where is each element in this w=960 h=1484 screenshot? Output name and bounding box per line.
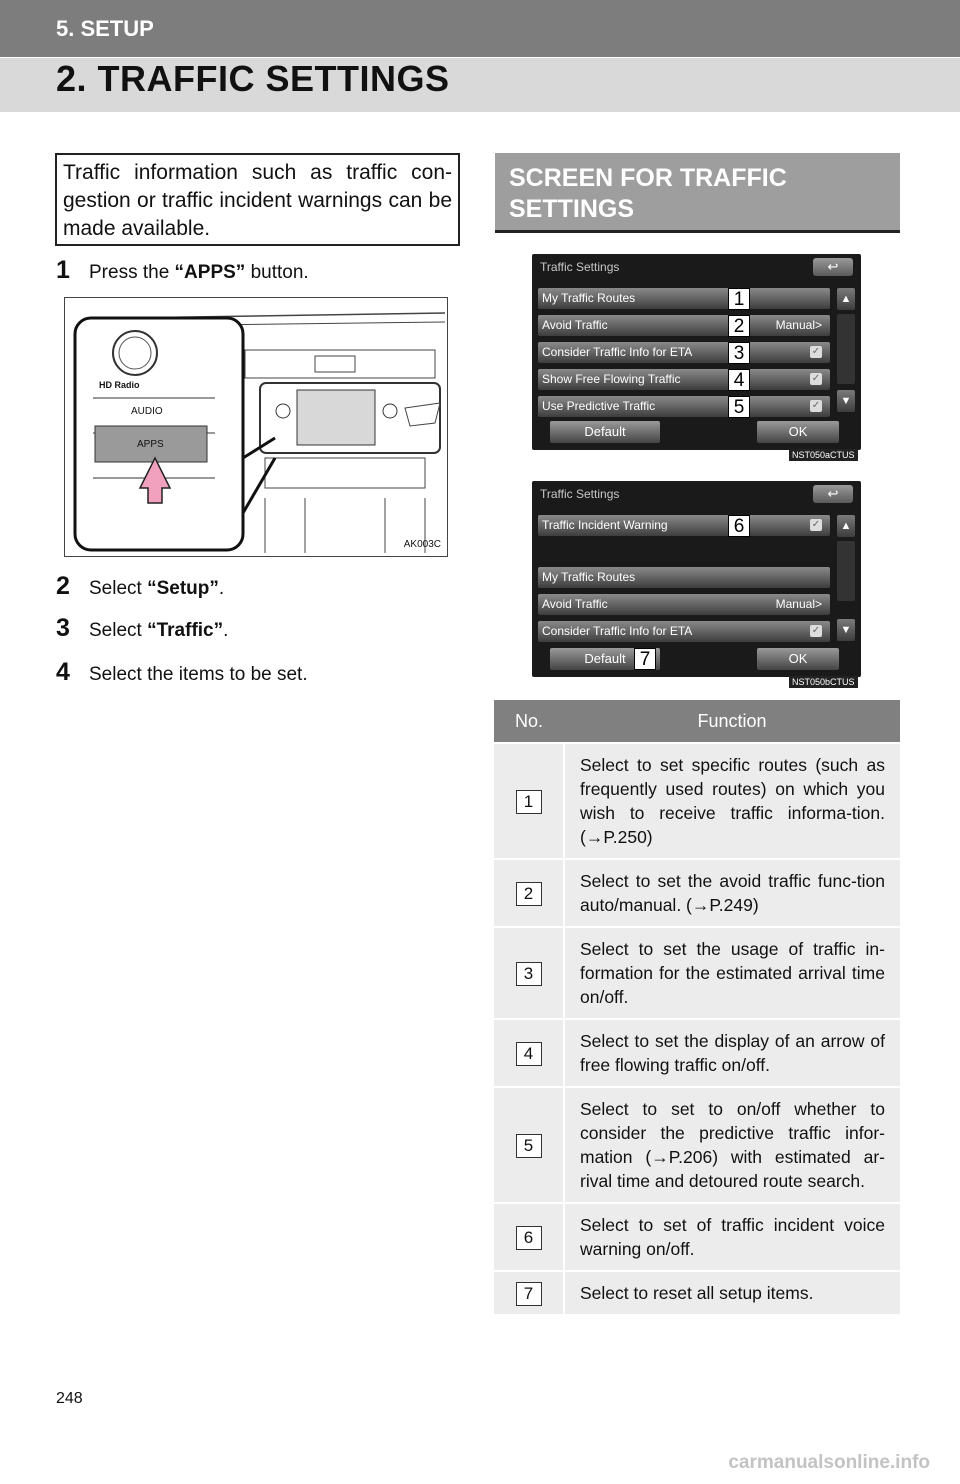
number-box: 6 <box>516 1226 542 1250</box>
back-button[interactable]: ↩ <box>813 485 853 503</box>
table-row <box>494 1203 900 1271</box>
step-number: 2 <box>56 572 70 600</box>
checkbox-icon[interactable]: ✓ <box>811 519 821 530</box>
dashboard-drawing <box>65 298 448 557</box>
row-description: Select to set of traffic incident voice warning on/off. <box>564 1203 900 1271</box>
page-number: 248 <box>56 1390 83 1407</box>
row-label: Avoid Traffic <box>542 318 608 332</box>
show-free-flowing-row[interactable] <box>538 369 830 390</box>
step-text: . <box>223 620 229 641</box>
callout-number: 2 <box>728 315 750 337</box>
checkbox-icon[interactable]: ✓ <box>811 373 821 384</box>
ok-button[interactable]: OK <box>757 648 839 670</box>
step-1 <box>56 256 309 285</box>
audio-label: AUDIO <box>131 406 163 417</box>
callout-number: 7 <box>634 648 656 670</box>
step-text: Select the items to be set. <box>89 664 308 685</box>
row-label: Consider Traffic Info for ETA <box>542 345 693 359</box>
table-header-row <box>494 700 900 743</box>
my-traffic-routes-row[interactable] <box>538 567 830 588</box>
consider-traffic-eta-row[interactable] <box>538 342 830 363</box>
screen-title: Traffic Settings <box>540 487 620 501</box>
callout-number: 1 <box>728 288 750 310</box>
header-no: No. <box>494 700 564 743</box>
step-text: button. <box>245 262 309 283</box>
scroll-up-icon[interactable]: ▲ <box>837 515 855 537</box>
row-number-cell <box>494 743 564 859</box>
number-box: 3 <box>516 962 542 986</box>
section-label: 5. SETUP <box>0 0 960 57</box>
header-function: Function <box>564 700 900 743</box>
function-table <box>494 700 900 1314</box>
row-number-cell <box>494 859 564 927</box>
watermark: carmanualsonline.info <box>728 1452 930 1473</box>
figure-code: AK003C <box>403 539 441 550</box>
default-button[interactable]: Default <box>550 421 660 443</box>
row-label: Show Free Flowing Traffic <box>542 372 681 386</box>
screen-code: NST050aCTUS <box>789 449 858 461</box>
avoid-traffic-row[interactable] <box>538 594 830 615</box>
number-box: 4 <box>516 1042 542 1066</box>
screen-section-title: SCREEN FOR TRAFFIC SETTINGS <box>495 153 900 233</box>
step-text: Select <box>89 620 148 641</box>
scroll-down-icon[interactable]: ▼ <box>837 390 855 412</box>
step-keyword: “APPS” <box>174 262 246 283</box>
row-number-cell <box>494 1271 564 1314</box>
row-label: Use Predictive Traffic <box>542 399 656 413</box>
scrollbar-track[interactable] <box>837 314 855 384</box>
scrollbar-track[interactable] <box>837 541 855 601</box>
step-3 <box>56 614 228 643</box>
avoid-traffic-row[interactable] <box>538 315 830 336</box>
row-number-cell <box>494 1087 564 1203</box>
apps-button-illustration <box>64 297 448 557</box>
page-title: 2. TRAFFIC SETTINGS <box>56 58 450 99</box>
row-description: Select to set the display of an arrow of free flowing traffic on/off. <box>564 1019 900 1087</box>
callout-number: 6 <box>728 515 750 537</box>
row-number-cell <box>494 1203 564 1271</box>
screen-title: Traffic Settings <box>540 260 620 274</box>
traffic-settings-screen-1 <box>532 254 861 450</box>
page-header <box>0 0 960 112</box>
use-predictive-row[interactable] <box>538 396 830 417</box>
row-number-cell <box>494 927 564 1019</box>
scroll-down-icon[interactable]: ▼ <box>837 619 855 641</box>
row-number-cell <box>494 1019 564 1087</box>
callout-number: 4 <box>728 369 750 391</box>
row-label: Traffic Incident Warning <box>542 518 668 532</box>
hd-radio-label: HD Radio <box>99 380 140 390</box>
checkbox-icon[interactable]: ✓ <box>811 346 821 357</box>
step-text: . <box>218 578 225 599</box>
back-button[interactable]: ↩ <box>813 258 853 276</box>
row-label: My Traffic Routes <box>542 291 636 305</box>
row-label: My Traffic Routes <box>542 570 636 584</box>
ok-button[interactable]: OK <box>757 421 839 443</box>
traffic-settings-screen-2 <box>532 481 861 677</box>
table-row <box>494 1271 900 1314</box>
number-box: 7 <box>516 1282 542 1306</box>
step-number: 4 <box>56 658 70 686</box>
table-row <box>494 1019 900 1087</box>
consider-traffic-eta-row[interactable] <box>538 621 830 642</box>
table-row <box>494 859 900 927</box>
intro-box: Traffic information such as traffic con-gestion or traffic incident warnings can be made available. <box>55 153 460 246</box>
row-label: Avoid Traffic <box>542 597 608 611</box>
row-value: Manual> <box>775 597 822 611</box>
callout-number: 3 <box>728 342 750 364</box>
table-row <box>494 927 900 1019</box>
number-box: 1 <box>516 790 542 814</box>
scroll-up-icon[interactable]: ▲ <box>837 288 855 310</box>
row-description: Select to reset all setup items. <box>564 1271 900 1314</box>
checkbox-icon[interactable]: ✓ <box>811 400 821 411</box>
row-description: Select to set the avoid traffic func-tion auto/manual. (→P.249) <box>564 859 900 927</box>
step-text: Press the <box>89 262 175 283</box>
row-label: Consider Traffic Info for ETA <box>542 624 693 638</box>
step-4 <box>56 658 308 687</box>
table-row <box>494 743 900 859</box>
step-2 <box>56 572 224 601</box>
number-box: 2 <box>516 882 542 906</box>
table-row <box>494 1087 900 1203</box>
traffic-incident-warning-row[interactable] <box>538 515 830 536</box>
step-text: Select <box>89 578 148 599</box>
step-keyword: “Traffic” <box>147 620 224 641</box>
step-keyword: “Setup” <box>147 578 219 599</box>
callout-number: 5 <box>728 396 750 418</box>
row-description: Select to set specific routes (such as frequently used routes) on which you wish to receive traffic informa-tion. (→P.250) <box>564 743 900 859</box>
apps-label: APPS <box>137 439 164 450</box>
row-description: Select to set the usage of traffic in-formation for the estimated arrival time on/off. <box>564 927 900 1019</box>
step-number: 1 <box>56 256 70 284</box>
screen-code: NST050bCTUS <box>789 676 858 688</box>
checkbox-icon[interactable]: ✓ <box>811 625 821 636</box>
row-description: Select to set to on/off whether to consider the predictive traffic infor-mation (→P.206) with estimated ar-rival time and detoured route search. <box>564 1087 900 1203</box>
step-number: 3 <box>56 614 70 642</box>
default-button[interactable]: Default <box>550 648 660 670</box>
my-traffic-routes-row[interactable] <box>538 288 830 309</box>
number-box: 5 <box>516 1134 542 1158</box>
row-value: Manual> <box>775 318 822 332</box>
